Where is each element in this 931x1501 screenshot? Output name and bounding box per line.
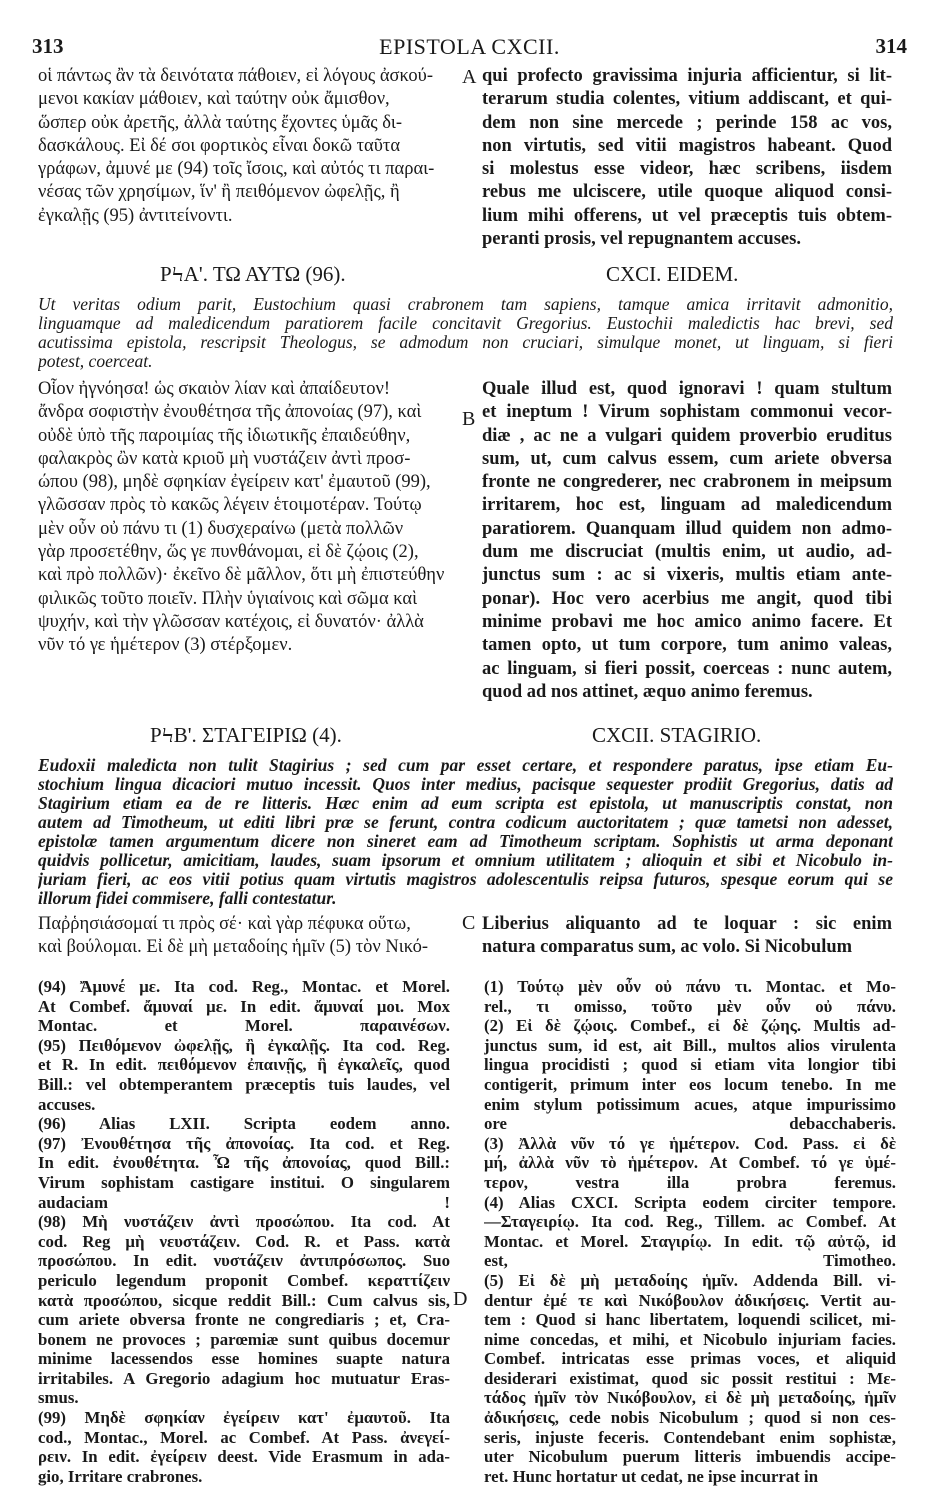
footnote-line: lingua procidisti ; quod si etiam vita longior tibi — [484, 1055, 896, 1075]
margin-marker-a: A — [462, 66, 477, 88]
greek-column-top — [38, 65, 448, 228]
latin-line: peranti prosis, vel repugnantem accuses. — [482, 229, 801, 250]
footnote-line: (94) Ἄμυνέ με. Ita cod. Reg., Montac. et Morel. — [38, 977, 450, 996]
greek-line: νέσας τῶν χρησίμων, ἵν' ἢ πειθόμενον ὠφελῇς, ἢ — [38, 182, 400, 203]
greek-line: φαλακρὸς ὢν κατὰ κριοῦ μὴ νυστάζειν ἀντὶ προσ- — [38, 448, 411, 469]
footnote-line: At Combef. ἄμυναί με. In edit. ἄμυναί μοι. Mox — [38, 996, 450, 1016]
latin-line: lium mihi offerens, ut vel præceptis tuis obtem- — [482, 205, 892, 226]
footnote-line: ἀδικήσεις, cede nobis Nicobulum ; quod si non ces- — [484, 1408, 896, 1428]
summary-line: epistolæ tamen argumentum dicere non sineret eam ad Timotheum scriptam. Sophistis ut arma deponant — [38, 832, 893, 851]
footnote-line: cod., Montac., Morel. ac Combef. At Pass. ἀνεγεί- — [38, 1427, 450, 1447]
footnote-line: et R. In edit. πειθόμενον ἐπαινῇς, ἢ ἐγκαλεῖς, quod — [38, 1055, 450, 1075]
footnote-line: rel., τι omisso, τοῦτο μὲν οὖν οὐ πάνυ. — [484, 996, 896, 1016]
latin-line: rebus me ulciscere, utile quoque aliquod consi- — [482, 182, 892, 203]
greek-line: καὶ πρὸ πολλῶν)· ἐκεῖνο δὲ μᾶλλον, ὅτι μὴ ἐπιστεύθην — [38, 565, 445, 586]
footnote-line: μή, ἀλλὰ νῦν τὸ ἡμέτερον. At Combef. τό γε ὑμέ- — [484, 1153, 896, 1173]
footnote-line: bonem ne provoces ; parœmiæ sunt quibus docemur — [38, 1329, 450, 1349]
latin-line: dum me discruciat (multis enim, ut audio, ad- — [482, 542, 892, 563]
latin-column-192 — [482, 913, 892, 960]
footnote-line: cum ariete obversa fronte ne congrediaris ; et, Cra- — [38, 1310, 450, 1330]
summary-line: autem ad Timotheum, ut editi libri præ se ferunt, contra codicum auctoritatem ; quæ tametsi non adesset, — [38, 813, 893, 832]
page-number-right: 314 — [875, 34, 907, 58]
latin-line: ponar). Hoc vero acerbius me angit, quod tibi — [482, 588, 892, 609]
footnote-line: seris, injuste feceris. Contendebant enim sophistæ, — [484, 1427, 896, 1447]
greek-line: οἱ πάντως ἂν τὰ δεινότατα πάθοιεν, εἰ λόγους ἀσκού- — [38, 66, 433, 86]
footnote-line: (3) Ἀλλὰ νῦν τό γε ἡμέτερον. Cod. Pass. εἰ δὲ — [484, 1133, 896, 1153]
margin-marker-b: B — [462, 408, 476, 430]
footnote-line: (5) Εἰ δὲ μὴ μεταδοίης ἡμῖν. Addenda Bill. vi- — [484, 1270, 896, 1290]
footnote-line: accuses. — [38, 1094, 96, 1114]
latin-line: dem non sine mercede ; perinde 158 ac vos, — [482, 112, 892, 133]
footnote-line: irritabiles. A Gregorio adagium hoc mutuatur Eras- — [38, 1368, 450, 1388]
latin-column-top — [482, 65, 892, 251]
footnote-line: contigerit, primum inter eos locum tenebo. In me — [484, 1074, 896, 1094]
page-number-left: 313 — [32, 34, 64, 58]
greek-line: ψυχήν, καὶ τὴν γλῶσσαν κατέχοις, εἰ δυνατόν· ἀλλὰ — [38, 611, 424, 632]
summary-191 — [38, 295, 893, 371]
summary-192 — [38, 756, 893, 908]
footnote-line: minime lacessendos esse homines suapte natura — [38, 1349, 450, 1369]
footnote-line: gio, Irritare crabrones. — [38, 1466, 203, 1486]
greek-line: οὐδὲ ὑπὸ τῆς παροιμίας τῆς ἰδιωτικῆς ἐπαιδεύθην, — [38, 425, 411, 446]
footnote-line: In edit. ἐνουθέτητα. Ὦ τῆς ἀπονοίας, quod Bill.: — [38, 1153, 450, 1173]
latin-heading-192: CXCII. STAGIRIO. — [592, 723, 762, 747]
latin-line: ac linguam, si fieri possit, coerceas : nunc autem, — [482, 658, 892, 679]
latin-line: qui profecto gravissima injuria afficientur, si lit- — [482, 66, 892, 86]
footnote-line: —Σταγειρίῳ. Ita cod. Reg., Tillem. ac Combef. At — [484, 1212, 896, 1232]
greek-line: μὲν οὖν οὐ πάνυ τι (1) δυσχεραίνω (μετὰ πολλῶν — [38, 518, 404, 539]
footnote-line: ρειν. In edit. ἐγείρειν deest. Vide Erasmum in ada- — [38, 1447, 450, 1467]
latin-line: Quale illud est, quod ignoravi ! quam stultum — [482, 379, 892, 399]
summary-line: stochium lingua dicaciori mutuo incessit. Quos inter medius, pacisque sequester prodiit Gregorius, datis ad — [38, 775, 893, 794]
footnote-line: Combef. intricatas esse primas voces, et aliquid — [484, 1349, 896, 1369]
greek-line: γράφων, ἀμυνέ με (94) τοῖς ἴσοις, καὶ αὐτός τι παραι- — [38, 159, 435, 180]
footnote-line: ret. Hunc hortatur ut cedat, ne ipse incurrat in — [484, 1466, 819, 1486]
footnote-line: Bill.: vel obtemperantem præceptis tuis laudes, vel — [38, 1074, 450, 1094]
footnote-line: uter Nicobulum puerum litteris imbuendis accipe- — [484, 1447, 896, 1467]
footnote-line: κατὰ προσώπου, sicque reddit Bill.: Cum calvus sis, — [38, 1290, 450, 1310]
footnote-line: junctus sum, id est, ait Bill., multos alios virulenta — [484, 1035, 896, 1055]
footnote-line: nime concedas, et mihi, et Nicobulo injuriam facies. — [484, 1329, 896, 1349]
greek-line: Παῤῥησιάσομαί τι πρὸς σέ· καὶ γὰρ πέφυκα οὕτω, — [38, 914, 411, 934]
greek-line: μενοι κακίαν μάθοιεν, καὶ ταύτην οὐκ ἄμισθον, — [38, 89, 390, 110]
greek-line: νῦν τό γε ἡμέτερον (3) στέρξομεν. — [38, 635, 293, 656]
footnote-line: Montac. et Morel. Σταγιρίῳ. In edit. τῷ αὐτῷ, id — [484, 1231, 896, 1251]
footnote-line: dentur ἐμέ τε καὶ Νικόβουλον ἀδικήσεις. Vertit au- — [484, 1290, 896, 1310]
latin-line: fronte ne congrederer, nec crabronem in meipsum — [482, 472, 892, 493]
greek-line: Οἷον ἠγνόησα! ὡς σκαιὸν λίαν καὶ ἀπαίδευτον! — [38, 379, 390, 399]
latin-line: irritarem, hoc est, linguam ad maledicendum — [482, 495, 892, 516]
footnote-line: (97) Ἐνουθέτησα τῆς ἀπονοίας. Ita cod. et Reg. — [38, 1133, 450, 1153]
footnote-line: est, Timotheo. — [484, 1251, 896, 1271]
latin-line: minime probavi me hoc amico animo facere. Et — [482, 611, 892, 632]
footnote-line: (95) Πειθόμενον ὠφελῇς, ἢ ἐγκαλῇς. Ita cod. Reg. — [38, 1035, 450, 1055]
footnote-line: (96) Alias LXII. Scripta eodem anno. — [38, 1114, 450, 1134]
latin-heading-191: CXCI. EIDEM. — [606, 262, 739, 286]
greek-line: δασκάλους. Εἰ δέ σοι φορτικὸς εἶναι δοκῶ ταῦτα — [38, 135, 401, 156]
summary-line: linguamque ad maledicendum paratiorem facile concitavit Gregorius. Eustochii maledictis hac brevi, sed — [38, 314, 893, 333]
greek-line: γλῶσσαν πρὸς τὸ κακῶς λέγειν ἑτοιμοτέραν. Τούτῳ — [38, 495, 422, 516]
latin-line: paratiorem. Quanquam illud quidem non admo- — [482, 518, 892, 539]
summary-line: Eudoxii maledicta non tulit Stagirius ; sed cum par esset certare, et respondere paratus, ipse etiam Eu- — [38, 756, 893, 775]
latin-line: junctus sum : ac si vixeris, multis etiam ante- — [482, 565, 892, 586]
greek-line: ώπου (98), μηδὲ σφηκίαν ἐγείρειν κατ' ἐμαυτοῦ (99), — [38, 472, 431, 493]
greek-line: γὰρ προσετέθην, ὥς γε πυνθάνομαι, εἰ δὲ ζῴοις (2), — [38, 542, 419, 563]
latin-line: et ineptum ! Virum sophistam commonui vecor- — [482, 402, 892, 423]
latin-line: si molestus esse videor, hæc scribens, iisdem — [482, 159, 892, 180]
greek-heading-192: ΡϞΒ'. ΣΤΑΓΕΙΡΙΩ (4). — [150, 723, 342, 747]
latin-line: diæ , ac ne a vulgari quidem proverbio eruditus — [482, 425, 892, 446]
greek-heading-191: ΡϞΑ'. ΤΩ ΑΥΤΩ (96). — [160, 262, 346, 286]
footnote-line: smus. — [38, 1388, 79, 1408]
summary-line: illorum fidei commisere, falli contestatur. — [38, 889, 337, 908]
running-title: EPISTOLA CXCII. — [379, 34, 560, 59]
latin-line: tamen opto, ut tum corpore, tum animo valeas, — [482, 635, 892, 656]
footnote-line: Virum sophistam castigare institui. O singularem — [38, 1172, 450, 1192]
footnote-line: (4) Alias CXCI. Scripta eodem circiter tempore. — [484, 1192, 896, 1212]
footnote-line: (1) Τούτῳ μὲν οὖν οὐ πάνυ τι. Montac. et Mo- — [484, 977, 896, 996]
greek-line: ὥσπερ οὐκ ἀρετῆς, ἀλλὰ ταύτης ἔχοντες ὑμᾶς δι- — [38, 112, 403, 133]
summary-line: potest, coerceat. — [38, 352, 153, 371]
footnote-line: ore debacchaberis. — [484, 1114, 896, 1134]
latin-line: terarum studia colentes, vitium addiscant, et qui- — [482, 89, 892, 110]
footnote-line: (2) Εἰ δὲ ζῴοις. Combef., εἰ δὲ ζῴης. Multis ad- — [484, 1016, 896, 1036]
greek-line: ἐγκαλῇς (95) ἀντιτείνοντι. — [38, 205, 233, 226]
summary-line: Stagirium etiam ea de re litteris. Hæc enim ad eum scripta est epistola, ut manuscriptis constat, non — [38, 794, 893, 813]
footnote-line: Montac. et Morel. παραινέσων. — [38, 1016, 450, 1036]
summary-line: acutissima epistola, rescripsit Theologus, se admodum non cruciari, simulque monet, ut linguam, si fieri — [38, 333, 893, 352]
greek-line: καὶ βούλομαι. Εἰ δὲ μὴ μεταδοίης ἡμῖν (5) τὸν Νικό- — [38, 937, 429, 958]
latin-line: Liberius aliquanto ad te loquar : sic enim — [482, 914, 892, 934]
latin-column-191 — [482, 378, 892, 704]
margin-marker-c: C — [462, 912, 476, 934]
greek-line: ἄνδρα σοφιστὴν ἐνουθέτησα τῆς ἀπονοίας (97), καὶ — [38, 402, 422, 423]
footnote-line: cod. Reg μὴ νευστάζειν. Cod. R. et Pass. κατὰ — [38, 1231, 450, 1251]
latin-line: quod ad nos attinet, æquo animo feremus. — [482, 681, 813, 702]
summary-line: juriam fieri, ac eos vitii potius quam virtutis magistros adolescentulis reipsa futuros, spesque eorum qui se — [38, 870, 893, 889]
footnote-line: τάδος ἡμῖν τὸν Νικόβουλον, εἰ δὲ μὴ μεταδοίης, ἡμῖν — [484, 1388, 896, 1408]
margin-marker-d: D — [453, 1288, 468, 1310]
footnotes-right — [484, 977, 896, 1486]
footnotes-left — [38, 977, 450, 1486]
latin-line: non virtutis, sed vitii magistros habeant. Quod — [482, 135, 892, 156]
summary-line: quidvis pollicetur, amicitiam, laudes, suam ipsorum et omnium utilitatem ; alioquin et sibi et Nicobulo in- — [38, 851, 893, 870]
summary-line: Ut veritas odium parit, Eustochium quasi crabronem tam sapiens, tamque amica irritavit admonitio, — [38, 295, 893, 314]
running-header — [32, 34, 907, 58]
footnote-line: enim stylum potissimum acues, atque impurissimo — [484, 1094, 896, 1114]
latin-line: sum, ut, cum calvus essem, cum ariete obversa — [482, 448, 892, 469]
footnote-line: προσώπου. In edit. νυστάζειν ἀντιπρόσωπος. Suo — [38, 1251, 450, 1271]
footnote-line: (99) Μηδὲ σφηκίαν ἐγείρειν κατ' ἐμαυτοῦ. Ita — [38, 1408, 450, 1428]
footnote-line: desiderari existimat, quod sic possit restitui : Με- — [484, 1368, 896, 1388]
greek-column-192 — [38, 913, 448, 960]
footnote-line: tem : Quod si hanc libertatem, loquendi scilicet, mi- — [484, 1310, 896, 1330]
latin-line: natura comparatus sum, ac volo. Si Nicobulum — [482, 937, 853, 958]
footnote-line: (98) Μὴ νυστάζειν ἀντὶ προσώπου. Ita cod. At — [38, 1212, 450, 1232]
greek-line: φιλικῶς τοῦτο ποιεῖν. Πλὴν ὑγιαίνοις καὶ σῶμα καὶ — [38, 588, 418, 609]
greek-column-191 — [38, 378, 448, 658]
footnote-line: audaciam ! — [38, 1192, 450, 1212]
footnote-line: τερον, vestra illa probra feremus. — [484, 1172, 896, 1192]
footnote-line: periculo legendum proponit Combef. κεραττίζειν — [38, 1270, 450, 1290]
